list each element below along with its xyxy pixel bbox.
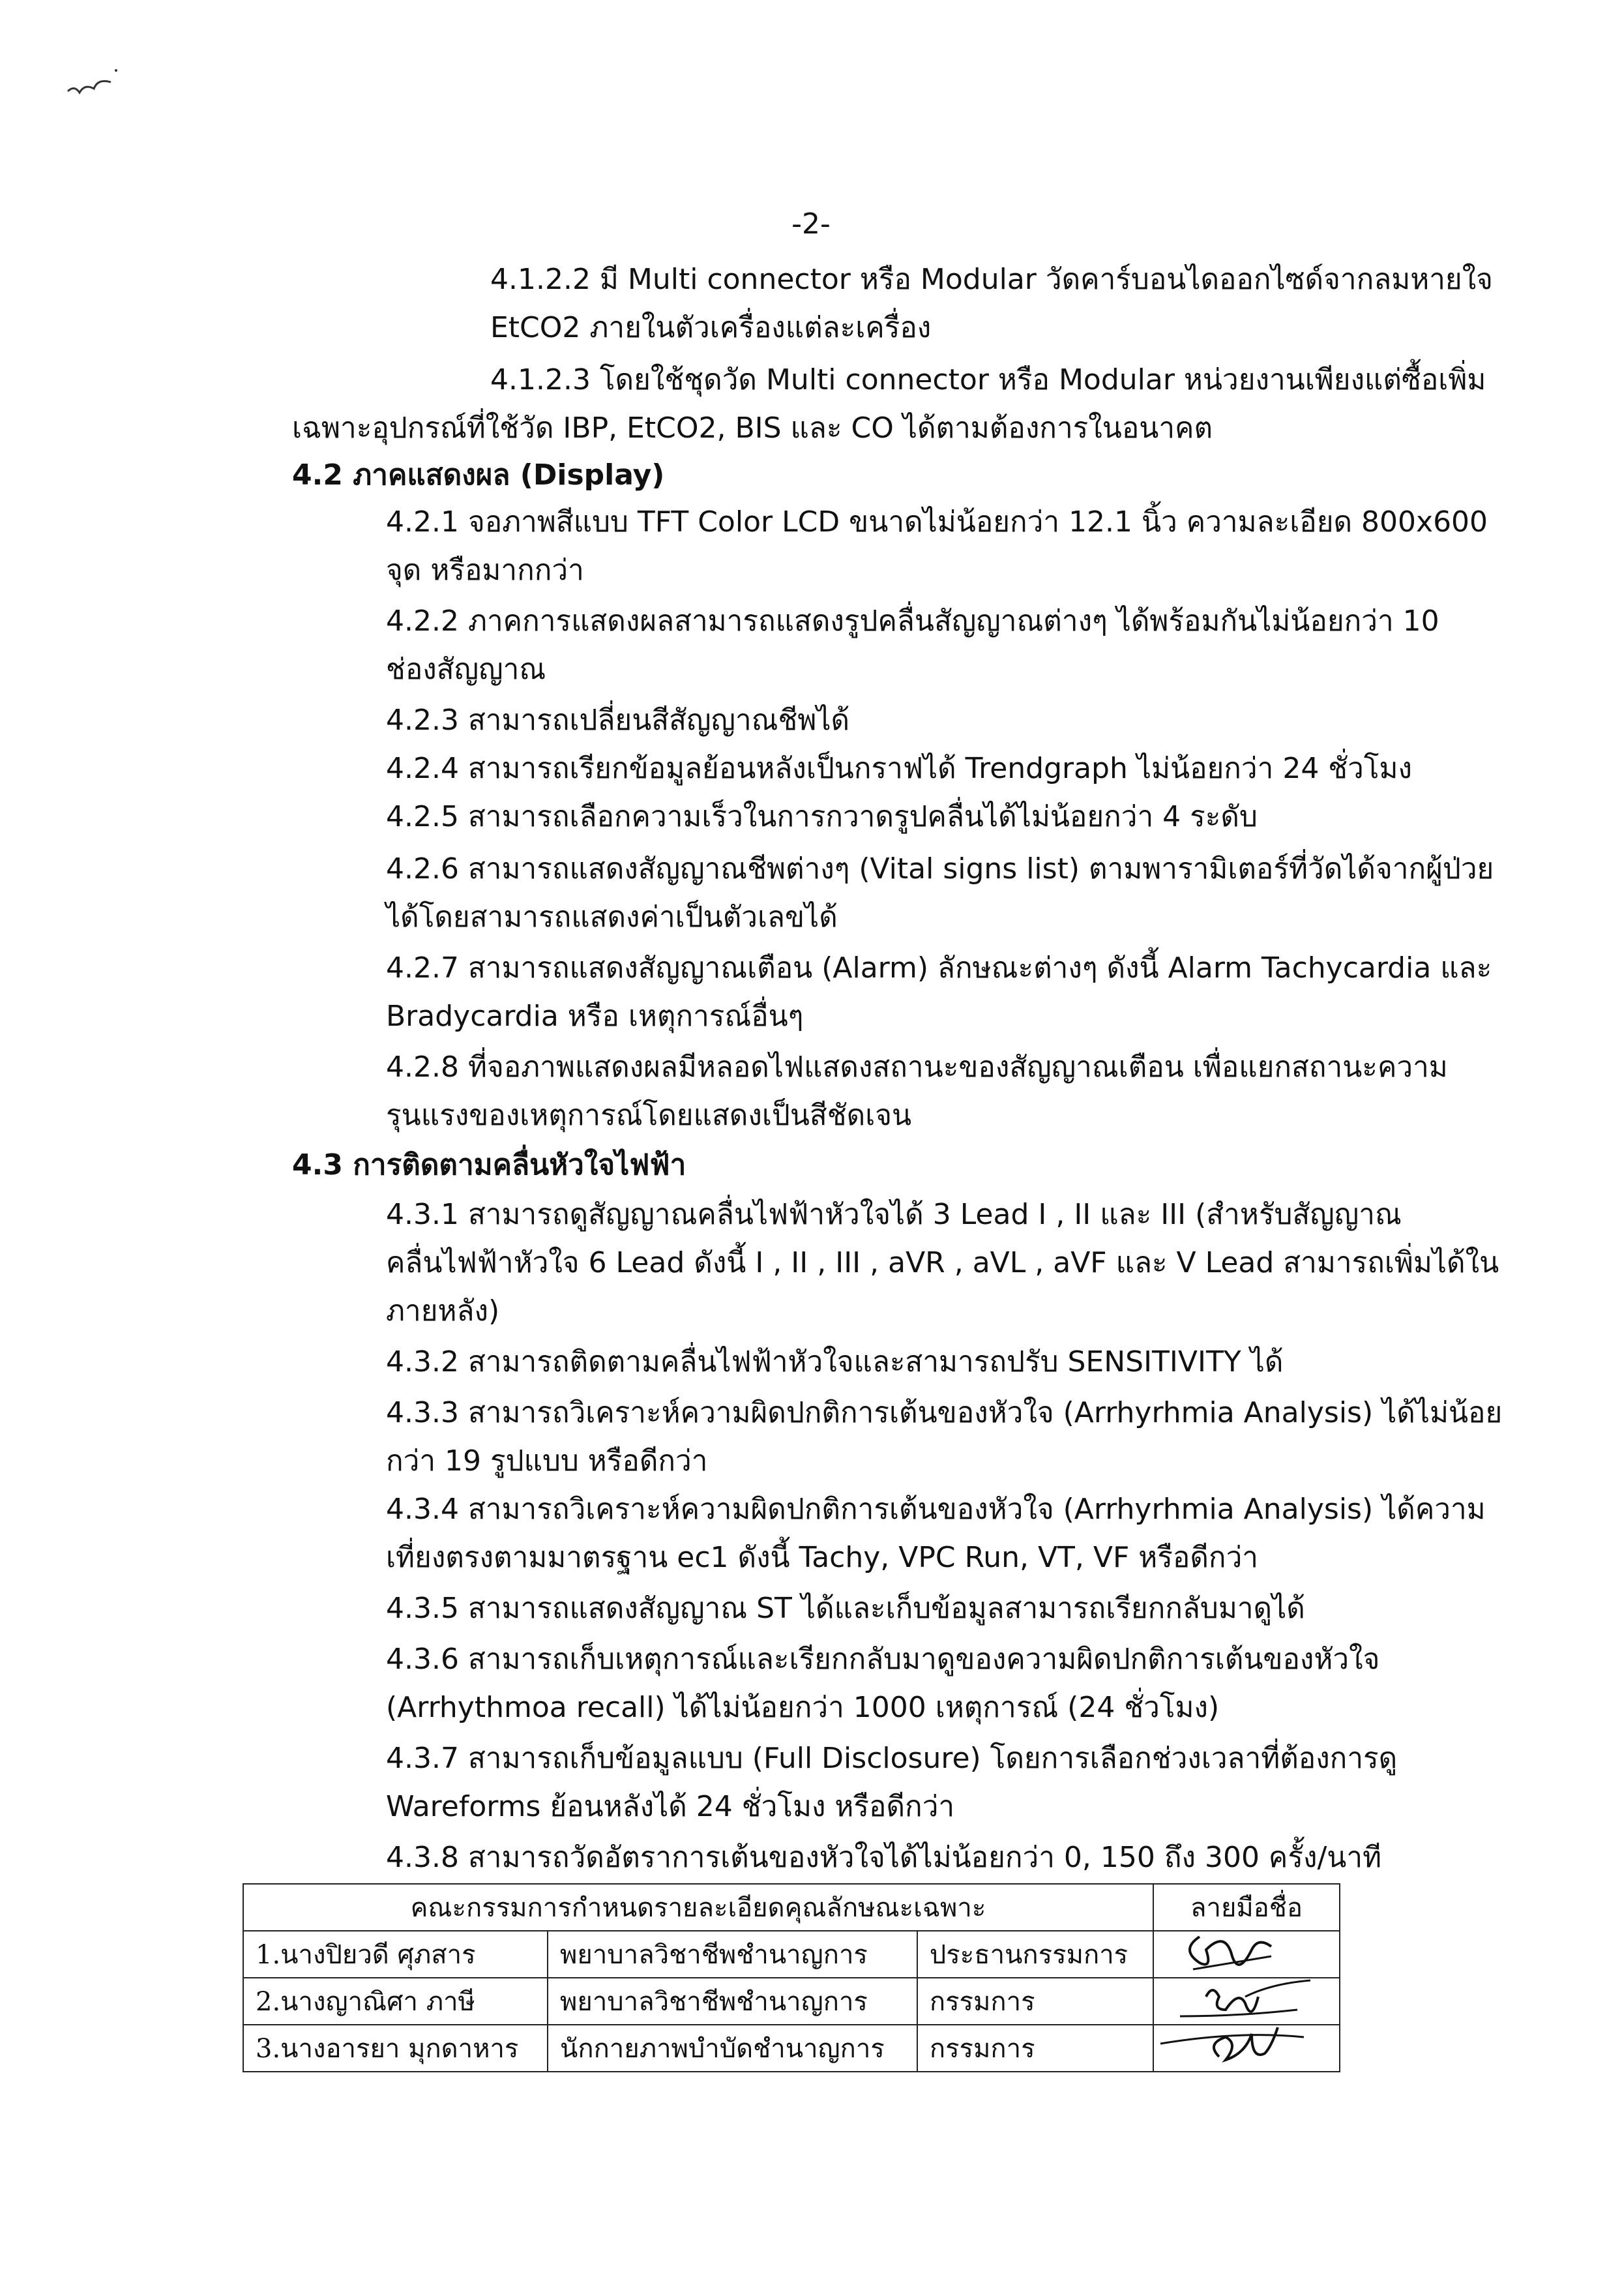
text-line: 4.3.6 สามารถเก็บเหตุการณ์และเรียกกลับมาดูของความผิดปกติการเต้นของหัวใจ [386, 1643, 1380, 1676]
member-position: พยาบาลวิชาชีพชำนาญการ [548, 1931, 917, 1978]
member-position: พยาบาลวิชาชีพชำนาญการ [548, 1978, 917, 2025]
text-line: เฉพาะอุปกรณ์ที่ใช้วัด IBP, EtCO2, BIS และ CO ได้ตามต้องการในอนาคต [292, 411, 1213, 445]
table-row [243, 2025, 1340, 2072]
text-line: 4.2.5 สามารถเลือกความเร็วในการกวาดรูปคลื่นได้ไม่น้อยกว่า 4 ระดับ [386, 800, 1258, 833]
text-line: ช่องสัญญาณ [386, 653, 546, 686]
text-line: รุนแรงของเหตุการณ์โดยแสดงเป็นสีชัดเจน [386, 1099, 912, 1132]
signature-cell [1153, 2025, 1340, 2072]
text-line: 4.2.6 สามารถแสดงสัญญาณชีพต่างๆ (Vital signs list) ตามพารามิเตอร์ที่วัดได้จากผู้ป่วย [386, 852, 1494, 886]
text-line: จุด หรือมากกว่า [386, 554, 584, 587]
text-line: Wareforms ย้อนหลังได้ 24 ชั่วโมง หรือดีกว่า [386, 1790, 955, 1823]
text-line: 4.2.2 ภาคการแสดงผลสามารถแสดงรูปคลื่นสัญญาณต่างๆ ได้พร้อมกันไม่น้อยกว่า 10 [386, 604, 1439, 638]
section-heading: 4.2 ภาคแสดงผล (Display) [292, 458, 665, 492]
text-line: คลื่นไฟฟ้าหัวใจ 6 Lead ดังนี้ I , II , III , aVR , aVL , aVF และ V Lead สามารถเพิ่มได้ใน [386, 1246, 1499, 1279]
text-line: ภายหลัง) [386, 1294, 500, 1328]
member-position: นักกายภาพบำบัดชำนาญการ [548, 2025, 917, 2072]
text-line: เที่ยงตรงตามมาตรฐาน ec1 ดังนี้ Tachy, VPC Run, VT, VF หรือดีกว่า [386, 1541, 1258, 1574]
text-line: 4.2.4 สามารถเรียกข้อมูลย้อนหลังเป็นกราฟได้ Trendgraph ไม่น้อยกว่า 24 ชั่วโมง [386, 752, 1412, 785]
committee-table [243, 1883, 1340, 2072]
text-line: 4.2.1 จอภาพสีแบบ TFT Color LCD ขนาดไม่น้อยกว่า 12.1 นิ้ว ความละเอียด 800x600 [386, 505, 1488, 539]
text-line: 4.2.3 สามารถเปลี่ยนสีสัญญาณชีพได้ [386, 704, 850, 737]
member-role: กรรมการ [917, 1978, 1153, 2025]
member-name: 1.นางปิยวดี ศุภสาร [243, 1931, 548, 1978]
member-name: 3.นางอารยา มุกดาหาร [243, 2025, 548, 2072]
member-name: 2.นางญาณิศา ภาษี [243, 1978, 548, 2025]
text-line: 4.3.5 สามารถแสดงสัญญาณ ST ได้และเก็บข้อมูลสามารถเรียกกลับมาดูได้ [386, 1592, 1305, 1625]
text-line: 4.2.8 ที่จอภาพแสดงผลมีหลอดไฟแสดงสถานะของสัญญาณเตือน เพื่อแยกสถานะความ [386, 1051, 1448, 1084]
text-line: ได้โดยสามารถแสดงค่าเป็นตัวเลขได้ [386, 901, 838, 934]
text-line: 4.3.1 สามารถดูสัญญาณคลื่นไฟฟ้าหัวใจได้ 3 Lead I , II และ III (สำหรับสัญญาณ [386, 1198, 1402, 1231]
text-line: 4.3.8 สามารถวัดอัตราการเต้นของหัวใจได้ไม่น้อยกว่า 0, 150 ถึง 300 ครั้ง/นาที [386, 1841, 1382, 1874]
member-role: ประธานกรรมการ [917, 1931, 1153, 1978]
text-line: EtCO2 ภายในตัวเครื่องแต่ละเครื่อง [490, 311, 932, 344]
section-heading: 4.3 การติดตามคลื่นหัวใจไฟฟ้า [292, 1148, 686, 1182]
handwritten-signature [1154, 2018, 1316, 2076]
text-line: 4.2.7 สามารถแสดงสัญญาณเตือน (Alarm) ลักษณะต่างๆ ดังนี้ Alarm Tachycardia และ [386, 951, 1492, 985]
page-number: -2- [791, 207, 831, 241]
text-line: Bradycardia หรือ เหตุการณ์อื่นๆ [386, 1000, 804, 1033]
text-line: 4.3.3 สามารถวิเคราะห์ความผิดปกติการเต้นของหัวใจ (Arrhyrhmia Analysis) ได้ไม่น้อย [386, 1396, 1503, 1429]
member-role: กรรมการ [917, 2025, 1153, 2072]
committee-header: คณะกรรมการกำหนดรายละเอียดคุณลักษณะเฉพาะ [243, 1884, 1153, 1931]
text-line: กว่า 19 รูปแบบ หรือดีกว่า [386, 1444, 708, 1478]
text-line: 4.3.4 สามารถวิเคราะห์ความผิดปกติการเต้นของหัวใจ (Arrhyrhmia Analysis) ได้ความ [386, 1493, 1486, 1526]
text-line: 4.1.2.2 มี Multi connector หรือ Modular วัดคาร์บอนไดออกไซด์จากลมหายใจ [490, 263, 1493, 296]
text-line: 4.3.2 สามารถติดตามคลื่นไฟฟ้าหัวใจและสามารถปรับ SENSITIVITY ได้ [386, 1345, 1284, 1379]
text-line: 4.1.2.3 โดยใช้ชุดวัด Multi connector หรือ Modular หน่วยงานเพียงแต่ซื้อเพิ่ม [490, 363, 1486, 396]
text-line: (Arrhythmoa recall) ได้ไม่น้อยกว่า 1000 เหตุการณ์ (24 ชั่วโมง) [386, 1691, 1220, 1724]
signature-header: ลายมือชื่อ [1153, 1884, 1340, 1931]
scan-mark [65, 65, 117, 104]
text-line: 4.3.7 สามารถเก็บข้อมูลแบบ (Full Disclosure) โดยการเลือกช่วงเวลาที่ต้องการดู [386, 1742, 1398, 1775]
